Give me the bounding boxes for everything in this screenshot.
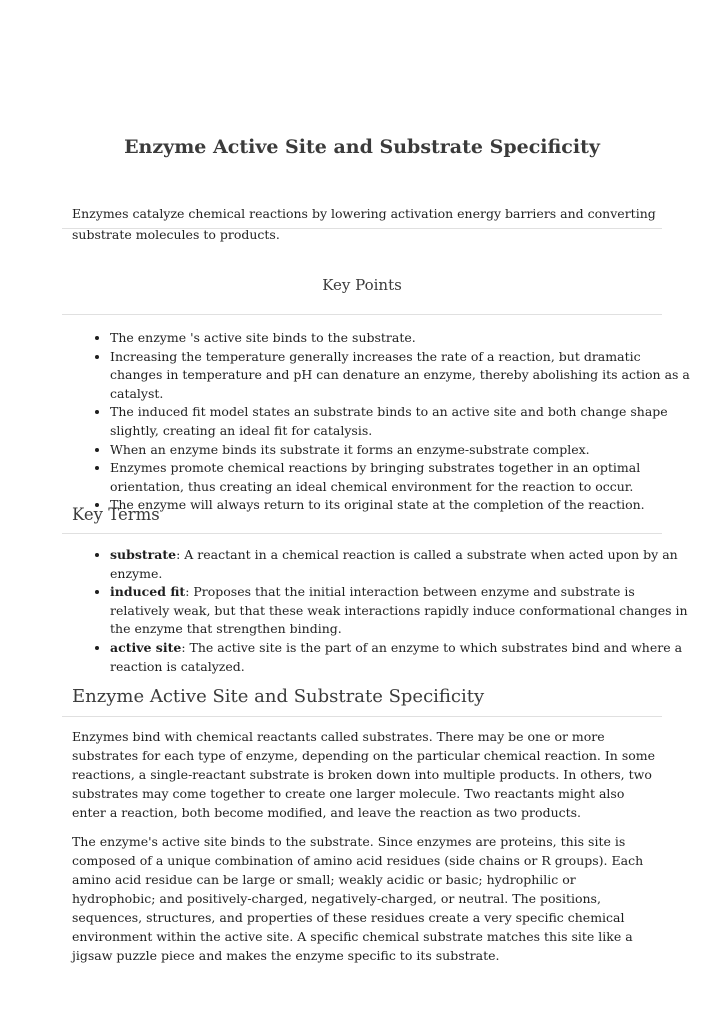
key-point-item: • Enzymes promote chemical reactions by bringing substrates together in an optimal orientation, thus creating an ideal chemical environment for the reaction to occur. xyxy=(110,459,692,496)
divider-key-terms xyxy=(62,533,662,534)
key-point-item: • Increasing the temperature generally increases the rate of a reaction, but dramatic changes in temperature and pH can denature an enzyme, thereby abolishing its action as a catalyst. xyxy=(110,348,692,404)
key-term-definition: : The active site is the part of an enzyme to which substrates bind and where a reaction is catalyzed. xyxy=(110,639,683,674)
key-point-item: • The enzyme will always return to its original state at the completion of the reaction. xyxy=(110,496,692,515)
key-term-word: active site xyxy=(110,639,182,655)
key-term-definition: : A reactant in a chemical reaction is called a substrate when acted upon by an enzyme. xyxy=(110,547,678,581)
page-title: Enzyme Active Site and Substrate Specificity xyxy=(124,136,600,158)
key-terms-list xyxy=(72,546,692,676)
key-point-item: • When an enzyme binds its substrate it forms an enzyme-substrate complex. xyxy=(110,441,692,460)
key-points-list xyxy=(72,329,692,515)
key-term-word: substrate xyxy=(110,547,177,562)
key-point-item: • The induced fit model states an substrate binds to an active site and both change shape slightly, creating an ideal fit for catalysis. xyxy=(110,403,692,440)
key-term-item xyxy=(110,546,692,583)
key-term-word: induced fit xyxy=(110,584,186,600)
key-points-heading: Key Points xyxy=(322,276,402,294)
key-term-item xyxy=(110,639,692,676)
divider-section xyxy=(62,716,662,717)
key-point-item: • The enzyme 's active site binds to the substrate. xyxy=(110,329,692,348)
key-terms-heading: Key Terms xyxy=(72,505,160,524)
key-term-definition: : Proposes that the initial interaction between enzyme and substrate is relatively weak, but that these weak interactions rapidly induce conformational changes in the enzyme that strengthen binding. xyxy=(110,584,688,637)
body-paragraph: Enzymes bind with chemical reactants called substrates. There may be one or more substrates for each type of enzyme, depending on the particular chemical reaction. In some reactions, a single-reactant substrate is broken down into multiple products. In others, two substrates may come together to create one larger molecule. Two reactants might also enter a reaction, both become modified, and leave the reaction as two products. xyxy=(72,729,656,820)
intro-paragraph: Enzymes catalyze chemical reactions by lowering activation energy barriers and converting substrate molecules to products. xyxy=(72,206,656,242)
key-term-item xyxy=(110,583,692,639)
section-heading: Enzyme Active Site and Substrate Specificity xyxy=(72,686,485,707)
body-paragraph: The enzyme's active site binds to the substrate. Since enzymes are proteins, this site is composed of a unique combination of amino acid residues (side chains or R groups). Each amino acid residue can be large or small; weakly acidic or basic; hydrophilic or hydrophobic; and positively-charged, negatively-charged, or neutral. The positions, sequences, structures, and properties of these residues create a very specific chemical environment within the active site. A specific chemical substrate matches this site like a jigsaw puzzle piece and makes the enzyme specific to its substrate. xyxy=(72,834,644,963)
divider-key-points xyxy=(62,314,662,315)
